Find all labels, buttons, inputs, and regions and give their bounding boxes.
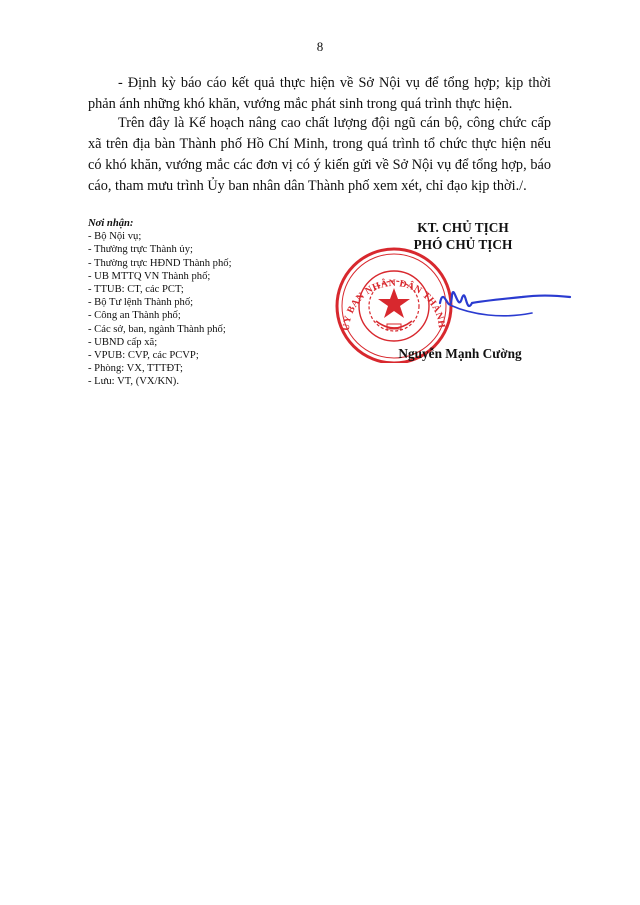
paragraph-text: Trên đây là Kế hoạch nâng cao chất lượng đội ngũ cán bộ, công chức cấp xã trên địa bàn Thành phố Hồ Chí Minh, trong quá trình tổ chức thực hiện nếu có khó khăn, vướng mắc các đơn vị có ý kiến gửi về Sở Nội vụ để tổng hợp, báo cáo, tham mưu trình Ủy ban nhân dân Thành phố xem xét, chỉ đạo kịp thời./. (88, 115, 551, 194)
recipient-item: - Thường trực HĐND Thành phố; (88, 257, 232, 269)
body-paragraph-reporting (88, 73, 551, 115)
recipient-item: - Lưu: VT, (VX/KN). (88, 376, 179, 388)
seal-icon (332, 243, 451, 363)
recipient-item: - UB MTTQ VN Thành phố; (88, 270, 211, 282)
emblem-icon (369, 281, 419, 331)
recipient-item: - Các sở, ban, ngành Thành phố; (88, 323, 226, 335)
recipients-items (88, 230, 318, 388)
body-paragraph-closing (88, 113, 551, 197)
svg-text:ỦY BAN NHÂN DÂN THÀNH PHỐ HỒ C (332, 243, 447, 331)
handwritten-signature-icon (440, 292, 570, 316)
signer-name: Nguyễn Mạnh Cường (398, 346, 522, 361)
recipient-item: - Phòng: VX, TTTĐT; (88, 363, 183, 375)
signature-title-line1: KT. CHỦ TỊCH (417, 220, 509, 235)
recipients-title: Nơi nhận: (88, 218, 134, 229)
signature-title-line2: PHÓ CHỦ TỊCH (413, 237, 513, 252)
seal-text: ỦY BAN NHÂN DÂN THÀNH (340, 277, 448, 332)
recipient-item: - Bộ Tư lệnh Thành phố; (88, 297, 194, 309)
recipient-item: - UBND cấp xã; (88, 336, 158, 348)
seal-and-signature-graphic (332, 243, 582, 363)
recipient-item: - Thường trực Thành ủy; (88, 244, 193, 256)
signature-block (340, 219, 570, 361)
recipients-list (88, 217, 318, 389)
page-number: 8 (316, 39, 324, 54)
recipient-item: - VPUB: CVP, các PCVP; (88, 350, 199, 362)
official-seal (332, 243, 582, 363)
recipient-item: - Bộ Nội vụ; (88, 231, 142, 243)
recipient-item: - TTUB: CT, các PCT; (88, 284, 184, 296)
paragraph-text: - Định kỳ báo cáo kết quả thực hiện về Sở Nội vụ để tổng hợp; kịp thời phản ánh những khó khăn, vướng mắc phát sinh trong quá trình thực hiện. (88, 75, 551, 112)
recipient-item: - Công an Thành phố; (88, 310, 181, 322)
